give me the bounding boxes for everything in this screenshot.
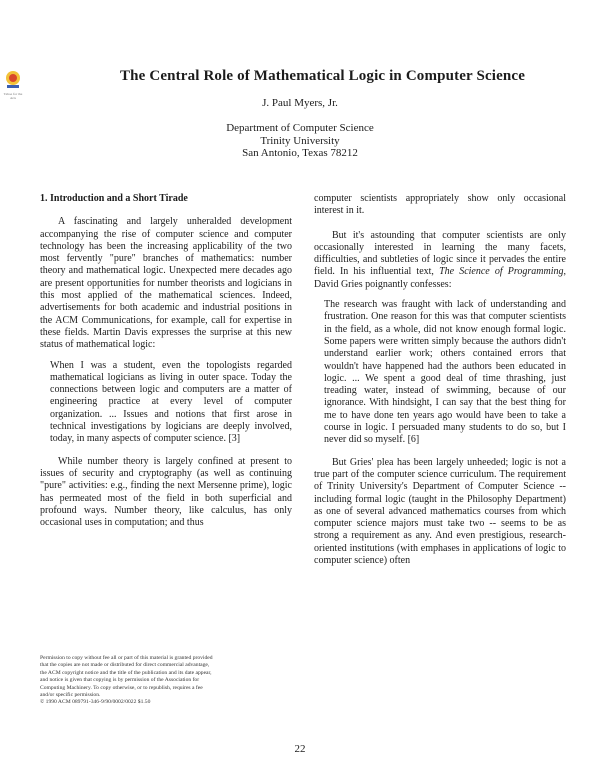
affiliation <box>0 122 600 160</box>
affiliation-line: Department of Computer Science <box>226 122 374 134</box>
logo-caption: Tahoe for the Arts <box>3 92 23 100</box>
body-paragraph: computer scientists appropriately show only occasional interest in it. <box>314 193 566 217</box>
body-paragraph: While number theory is largely confined at present to issues of security and cryptography (as well as continuing "pure" activities: e.g., finding the next Mersenne prime), logic has permeated most of the field in both superficial and profound ways. Number theory, like calculus, has only occasional uses in computation; and thus <box>40 455 292 529</box>
footnote-line: and notice is given that copying is by permission of the Association for <box>40 677 200 684</box>
section-heading: 1. Introduction and a Short Tirade <box>40 193 188 204</box>
footnote-line: that the copies are not made or distributed for direct commercial advantage, <box>40 662 210 669</box>
block-quote: The research was fraught with lack of understanding and frustration. One reason for this was that computer scientists in the field, as a whole, did not know enough formal logic. Some papers were written simply because the authors didn't understand earlier work; others contained errors that wouldn't have happened had the authors been educated in logic. ... We spent a good deal of time thrashing, just treading water, instead of swimming, because of our ignorance. With hindsight, I can say that the best thing for me to have done ten years ago would have been to take a course in logic. I persuaded many students to do so, but I never did so myself. [6] <box>324 299 566 446</box>
affiliation-line: Trinity University <box>260 134 340 147</box>
body-paragraph: But Gries' plea has been largely unheeded; logic is not a true part of the computer science curriculum. The requirement of Trinity University's Department of Computer Science -- including formal logic (taught in the Philosophy Department) as one of several advanced mathematics courses from which computer science majors must take two -- seems to be as strong a requirement as any. And even prestigious, research-oriented institutions (with emphases in applications of logic to computer science) often <box>314 456 566 567</box>
left-column <box>40 193 292 537</box>
text-run: , David Gries poignantly confesses: <box>314 266 566 290</box>
page-number: 22 <box>294 743 306 755</box>
affiliation-line: San Antonio, Texas 78212 <box>242 147 358 159</box>
right-column <box>314 193 566 575</box>
block-quote: When I was a student, even the topologists regarded mathematical logicians as living in outer space. Today the connections between logic and computers are a matter of engineering practice at every level of computer organization. ... Issues and notions that first arose in technical investigations by logicians are deeply involved, today, in many aspects of computer science. [3] <box>50 359 292 445</box>
footnote-line: © 1990 ACM 089791-346-9/90/0002/0022 $1.50 <box>40 699 151 706</box>
copyright-footnote <box>40 655 292 707</box>
footnote-line: and/or specific permission. <box>40 692 101 699</box>
footnote-line: the ACM copyright notice and the title of the publication and its date appear, <box>40 669 212 676</box>
footnote-line: Computing Machinery. To copy otherwise, or to republish, requires a fee <box>40 684 203 691</box>
book-title: The Science of Programming <box>439 266 564 278</box>
paper-title: The Central Role of Mathematical Logic in Computer Science <box>119 68 526 84</box>
text-run: But it's astounding that computer scientists are only occasionally interested in learning the many facets, difficulties, and subtleties of logic since it pervades the entire field. In his influential text, <box>314 229 566 278</box>
body-paragraph: A fascinating and largely unheralded development accompanying the rise of computer science and computer technology has been the increasing applicability of the two most fervently "pure" branches of mathematics: number theory and mathematical logic. Unexpected mere decades ago are present opportunities for number theorists and logicians in this most applied of the mathematical sciences. Indeed, advertisements for both academic and industrial positions in the ACM Communications, for example, call for expertise in these fields. Martin Davis expresses the surprise at this new status of mathematical logic: <box>40 216 292 351</box>
publisher-logo-icon <box>3 68 23 92</box>
footnote-line: Permission to copy without fee all or part of this material is granted provided <box>40 655 213 661</box>
paper-author: J. Paul Myers, Jr. <box>262 97 338 109</box>
body-paragraph <box>314 230 566 291</box>
